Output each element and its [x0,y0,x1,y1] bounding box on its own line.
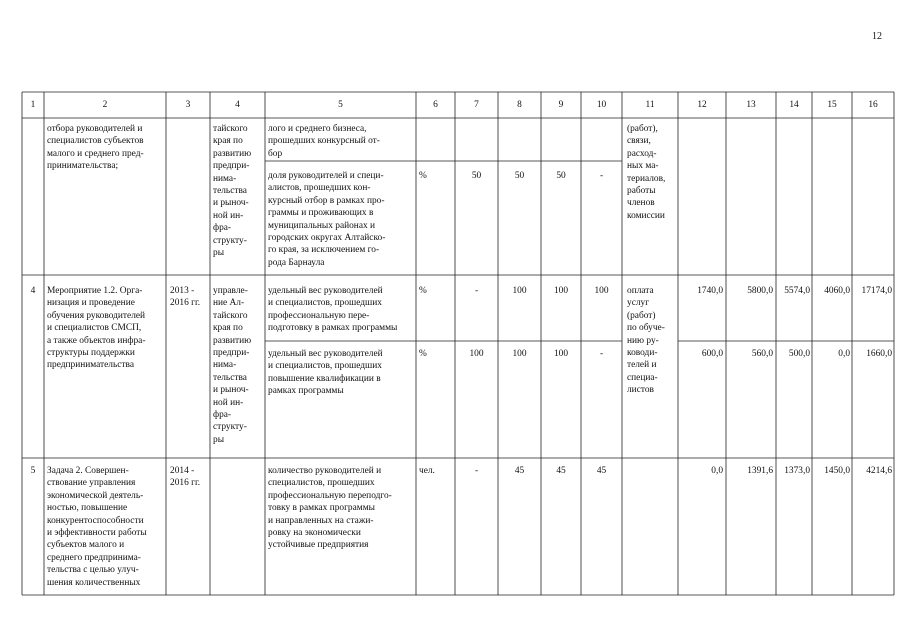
header-col-9: 9 [558,100,564,110]
cont-executor-text: тайского края по развитию предпри- нима- тельства и рыноч- ной ин- фра- структу- ры [213,124,252,259]
cont-indicator-2-col8: 50 [514,171,525,181]
header-col-2: 2 [102,100,108,110]
row4-indicator-1-text: удельный вес руководителей и специалистов, прошедших профессиональную пере- подготовку в рамках программы [268,286,398,334]
row4-fin2-col16: 1660,0 [866,349,892,359]
row4-measure-text: Мероприятие 1.2. Орга- низация и проведение обучения руководителей и специалистов СМСП, а также объектов инфра- структуры поддержки предпринимательства [47,286,146,371]
row5-col13: 1391,6 [747,466,773,476]
cont-expense-text: (работ), связи, расход- ных ма- териалов, работы членов комиссии [627,124,666,221]
row4-indicator-1-col9: 100 [553,286,569,296]
cont-indicator-2-unit: % [419,171,427,181]
row5-col15: 1450,0 [824,466,850,476]
row4-indicator-2-col9: 100 [553,349,569,359]
header-col-13: 13 [746,100,756,110]
row4-indicator-2-col8: 100 [512,349,527,359]
row5-number: 5 [30,466,36,476]
row4-fin2-col12: 600,0 [701,349,723,359]
header-col-16: 16 [868,100,878,110]
page-number: 12 [872,31,882,42]
header-col-5: 5 [338,100,343,110]
row5-col10: 45 [596,466,607,476]
header-col-14: 14 [789,100,799,110]
header-col-7: 7 [474,100,479,110]
row5-col8: 45 [514,466,525,476]
header-col-11: 11 [645,100,655,110]
header-col-1: 1 [30,100,36,110]
row4-expense-text: оплата услуг (работ) по обуче- нию ру- ководи- телей и специа- листов [627,286,665,396]
row5-col16: 4214,6 [866,466,892,476]
row5-indicator-text: количество руководителей и специалистов, прошедших профессиональную переподго- товку в рамках программы и направленных на стажи- ровку на экономически устойчивые предприятия [268,466,392,551]
row4-indicator-2-unit: % [419,349,427,359]
row5-period: 2014 - 2016 гг. [170,466,201,489]
cont-measure-text: отбора руководителей и специалистов субъектов малого и среднего пред- принимательства; [47,124,144,172]
row5-col14: 1373,0 [784,466,810,476]
row4-indicator-1-col7: - [474,286,479,296]
row5-indicator-unit: чел. [419,466,435,476]
row5-col7: - [474,466,479,476]
row4-indicator-1-col10: 100 [594,286,609,296]
row4-fin1-col14: 5574,0 [784,286,810,296]
row5-col12: 0,0 [711,466,723,476]
row4-fin1-col13: 5800,0 [747,286,773,296]
header-col-15: 15 [827,100,837,110]
row4-executor-text: управле- ние Ал- тайского края по развитию предпри- нима- тельства и рыноч- ной ин- фра- структу- ры [213,286,252,445]
header-col-6: 6 [433,100,438,110]
row4-indicator-2-col7: 100 [469,349,484,359]
row4-fin1-col12: 1740,0 [697,286,723,296]
header-col-12: 12 [697,100,707,110]
row4-fin2-col14: 500,0 [788,349,810,359]
row4-period: 2013 - 2016 гг. [170,286,201,309]
cont-indicator-1-text: лого и среднего бизнеса, прошедших конкурсный от- бор [268,124,380,159]
header-col-3: 3 [185,100,191,110]
cont-indicator-2-col7: 50 [471,171,482,181]
row4-indicator-1-unit: % [419,286,427,296]
cont-indicator-2-col9: 50 [556,171,566,181]
row4-number: 4 [30,286,36,296]
row5-col9: 45 [556,466,566,476]
row4-fin2-col13: 560,0 [751,349,773,359]
row5-task-text: Задача 2. Совершен- ствование управления экономической деятель- ностью, повышение конкурентоспособности и эффективности работы субъектов малого и среднего предпринима- тельства с целью улуч- шения количественных [47,466,147,588]
row4-fin2-col15: 0,0 [838,349,850,359]
row4-fin1-col16: 17174,0 [861,286,892,296]
header-col-4: 4 [235,100,240,110]
cont-indicator-2-col10: - [599,171,604,181]
cont-indicator-2-text: доля руководителей и специ- алистов, прошедших кон- курсный отбор в рамках про- граммы и проживающих в муниципальных районах и городских округах Алтайско- го края, за исключением го- рода Барнаула [268,171,386,268]
row4-fin1-col15: 4060,0 [824,286,850,296]
row4-indicator-1-col8: 100 [512,286,527,296]
row4-indicator-2-col10: - [599,349,604,359]
header-col-10: 10 [596,100,607,110]
row4-indicator-2-text: удельный вес руководителей и специалистов, прошедших повышение квалификации в рамках программы [268,349,383,397]
header-col-8: 8 [517,100,522,110]
